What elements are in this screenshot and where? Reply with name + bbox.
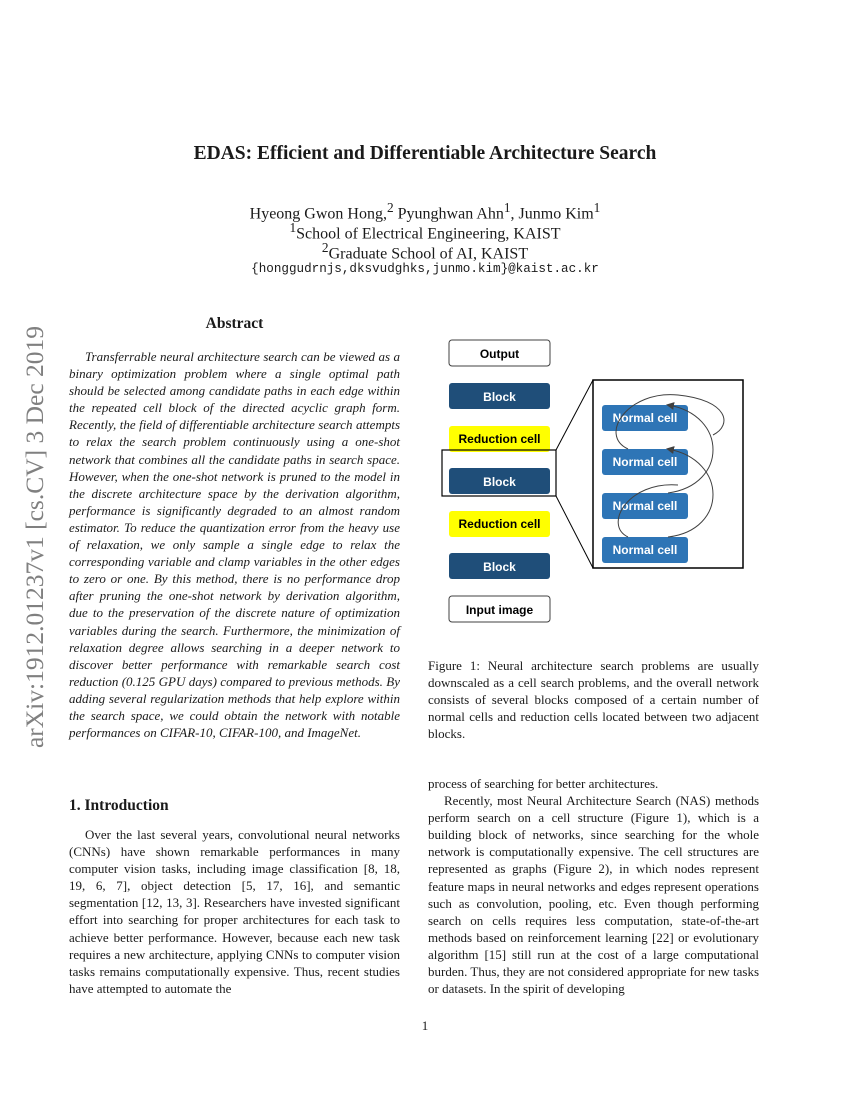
zoom-connector-top bbox=[556, 380, 593, 450]
author-name: Hyeong Gwon Hong, bbox=[249, 205, 387, 223]
affiliation-mark: 1 bbox=[593, 200, 601, 215]
page-number: 1 bbox=[421, 1018, 429, 1033]
block-label-top: Block bbox=[483, 390, 516, 404]
affiliation-2 bbox=[0, 238, 850, 264]
normal-cell-label-3: Normal cell bbox=[612, 499, 678, 513]
output-label: Output bbox=[479, 347, 520, 361]
body-paragraph: Recently, most Neural Architecture Search (NAS) methods perform search on a cell structure (Figure 1), which is a building block of networks, since searching for the whole network is computationally expensive. The cell structures are represented as graphs (Figure 2), in which nodes represent feature maps in neural networks and edges represent operations such as convolution, pooling, etc. Even though performing search on cells requires less computation, state-of-the-art methods based on reinforcement learning [22] or evolutionary algorithm [15] still run at the cost of a large computational burden. Thus, they are not considered appropriate for new tasks or datasets. In the spirit of developing bbox=[428, 793, 759, 997]
zoom-connector-bottom bbox=[556, 496, 593, 568]
affiliation-mark: 1 bbox=[289, 220, 297, 235]
affiliation-name: Graduate School of AI, KAIST bbox=[328, 245, 529, 263]
block-label-middle: Block bbox=[483, 475, 516, 489]
right-column-text bbox=[428, 775, 759, 997]
affiliation-name: School of Electrical Engineering, KAIST bbox=[296, 225, 561, 243]
affiliation-mark: 2 bbox=[321, 240, 329, 255]
author-name: Pyunghwan Ahn bbox=[393, 205, 504, 223]
introduction-heading: 1. Introduction bbox=[69, 797, 169, 814]
figure-1-diagram bbox=[428, 335, 748, 635]
body-paragraph: process of searching for better architectures. bbox=[428, 776, 659, 791]
author-name: , Junmo Kim bbox=[510, 205, 594, 223]
block-label-bottom: Block bbox=[483, 560, 516, 574]
author-email: {honggudrnjs,dksvudghks,junmo.kim}@kaist.ac.kr bbox=[251, 262, 599, 276]
normal-cell-label-2: Normal cell bbox=[612, 455, 678, 469]
affiliation-mark: 1 bbox=[503, 200, 511, 215]
reduction-cell-label-top: Reduction cell bbox=[458, 432, 541, 446]
figure-1-caption: Figure 1: Neural architecture search problems are usually downscaled as a cell search problems, and the overall network consists of several blocks composed of a certain number of normal cells and reduction cells located between two adjacent blocks. bbox=[428, 658, 759, 742]
arxiv-stamp: arXiv:1912.01237v1 [cs.CV] 3 Dec 2019 bbox=[20, 325, 49, 749]
paper-title: EDAS: Efficient and Differentiable Architecture Search bbox=[193, 143, 657, 164]
normal-cell-label-1: Normal cell bbox=[612, 411, 678, 425]
affiliation-mark: 2 bbox=[386, 200, 394, 215]
normal-cell-label-4: Normal cell bbox=[612, 543, 678, 557]
introduction-text: Over the last several years, convolutional neural networks (CNNs) have shown remarkable performances in many computer vision tasks, including image classification [8, 18, 19, 6, 7], object detection [5, 17, 16], and semantic segmentation [12, 13, 3]. Researchers have invested significant effort into searching for proper architectures for each task to achieve better performance. However, because each new task requires a new architecture, applying CNNs to computer vision tasks remains computationally expensive. Thus, recent studies have attempted to automate the bbox=[69, 827, 400, 996]
input-image-label: Input image bbox=[465, 603, 534, 617]
abstract-heading: Abstract bbox=[205, 315, 264, 332]
abstract-text: Transferrable neural architecture search can be viewed as a binary optimization problem where a single optimal path should be selected among candidate paths in each edge within the repeated cell block of the directed acyclic graph form. Recently, the field of differentiable architecture search attempts to relax the search problem continuously using a one-shot network that combines all the candidate paths in search space. However, when the one-shot network is pruned to the model in the discrete architecture space by the derivation algorithm, performance is significantly degraded to an almost random estimator. To reduce the quantization error from the heavy use of relaxation, we only sample a single edge to relax the corresponding variable and clamp variables in the other edges to zero or one. By this method, there is no performance drop after pruning the one-shot network by derivation algorithm, due to the preservation of the discrete nature of optimization variables during the search. Furthermore, the minimization of relaxation degree allows searching in a deeper network to discover better performance with remarkable search cost reduction (0.125 GPU days) compared to previous methods. By adding several regularization methods that help explore within the search space, we could obtain the network with notable performances on CIFAR-10, CIFAR-100, and ImageNet. bbox=[69, 349, 400, 741]
reduction-cell-label-bottom: Reduction cell bbox=[458, 517, 541, 531]
